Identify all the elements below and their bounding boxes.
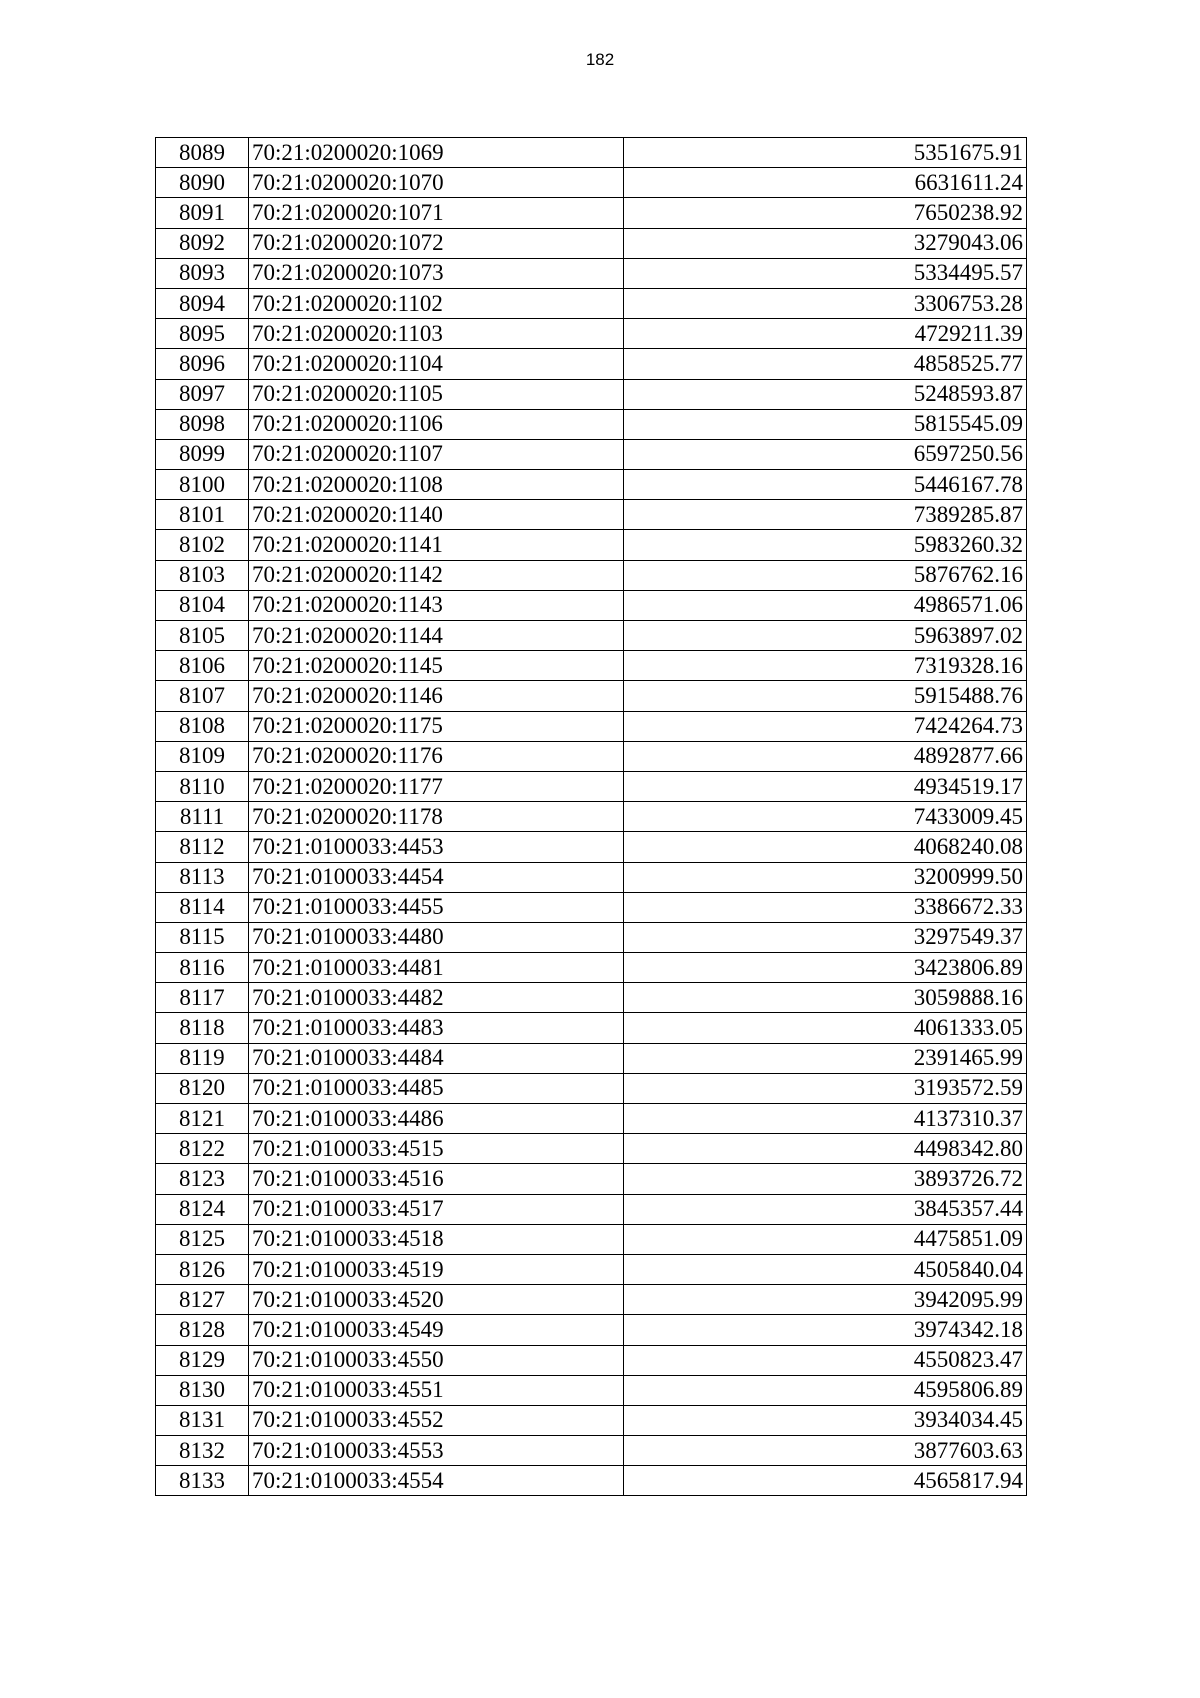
row-number-cell: 8106 xyxy=(156,651,249,681)
row-number-cell: 8112 xyxy=(156,832,249,862)
value-cell: 4068240.08 xyxy=(624,832,1027,862)
table-row xyxy=(156,711,1027,741)
cadastral-number-cell: 70:21:0100033:4554 xyxy=(249,1466,624,1496)
cadastral-number-cell: 70:21:0200020:1140 xyxy=(249,500,624,530)
row-number-cell: 8107 xyxy=(156,681,249,711)
value-cell: 5815545.09 xyxy=(624,409,1027,439)
row-number-cell: 8124 xyxy=(156,1194,249,1224)
table-row xyxy=(156,439,1027,469)
row-number-cell: 8113 xyxy=(156,862,249,892)
row-number-cell: 8130 xyxy=(156,1375,249,1405)
value-cell: 4061333.05 xyxy=(624,1013,1027,1043)
value-cell: 5876762.16 xyxy=(624,560,1027,590)
cadastral-number-cell: 70:21:0100033:4517 xyxy=(249,1194,624,1224)
table-row xyxy=(156,1073,1027,1103)
row-number-cell: 8125 xyxy=(156,1224,249,1254)
table-row xyxy=(156,1466,1027,1496)
table-row xyxy=(156,1345,1027,1375)
cadastral-number-cell: 70:21:0200020:1069 xyxy=(249,138,624,168)
cadastral-number-cell: 70:21:0100033:4553 xyxy=(249,1436,624,1466)
row-number-cell: 8114 xyxy=(156,892,249,922)
value-cell: 3934034.45 xyxy=(624,1405,1027,1435)
value-cell: 4595806.89 xyxy=(624,1375,1027,1405)
value-cell: 4934519.17 xyxy=(624,771,1027,801)
row-number-cell: 8123 xyxy=(156,1164,249,1194)
cadastral-number-cell: 70:21:0100033:4549 xyxy=(249,1315,624,1345)
value-cell: 7389285.87 xyxy=(624,500,1027,530)
table-row xyxy=(156,560,1027,590)
table-row xyxy=(156,319,1027,349)
cadastral-number-cell: 70:21:0100033:4481 xyxy=(249,953,624,983)
table-row xyxy=(156,258,1027,288)
value-cell: 5248593.87 xyxy=(624,379,1027,409)
row-number-cell: 8092 xyxy=(156,228,249,258)
value-cell: 3942095.99 xyxy=(624,1285,1027,1315)
row-number-cell: 8119 xyxy=(156,1043,249,1073)
row-number-cell: 8115 xyxy=(156,922,249,952)
table-row xyxy=(156,892,1027,922)
row-number-cell: 8090 xyxy=(156,168,249,198)
table-row xyxy=(156,802,1027,832)
value-cell: 5915488.76 xyxy=(624,681,1027,711)
cadastral-number-cell: 70:21:0200020:1145 xyxy=(249,651,624,681)
cadastral-number-cell: 70:21:0100033:4484 xyxy=(249,1043,624,1073)
cadastral-number-cell: 70:21:0100033:4483 xyxy=(249,1013,624,1043)
row-number-cell: 8110 xyxy=(156,771,249,801)
row-number-cell: 8117 xyxy=(156,983,249,1013)
value-cell: 5446167.78 xyxy=(624,470,1027,500)
row-number-cell: 8091 xyxy=(156,198,249,228)
value-cell: 4986571.06 xyxy=(624,590,1027,620)
cadastral-number-cell: 70:21:0200020:1104 xyxy=(249,349,624,379)
table-row xyxy=(156,983,1027,1013)
table-row xyxy=(156,349,1027,379)
cadastral-number-cell: 70:21:0100033:4551 xyxy=(249,1375,624,1405)
value-cell: 5334495.57 xyxy=(624,258,1027,288)
value-cell: 3279043.06 xyxy=(624,228,1027,258)
table-row xyxy=(156,651,1027,681)
value-cell: 6631611.24 xyxy=(624,168,1027,198)
value-cell: 5983260.32 xyxy=(624,530,1027,560)
value-cell: 4565817.94 xyxy=(624,1466,1027,1496)
table-row xyxy=(156,530,1027,560)
row-number-cell: 8108 xyxy=(156,711,249,741)
table-row xyxy=(156,681,1027,711)
cadastral-number-cell: 70:21:0100033:4519 xyxy=(249,1254,624,1284)
value-cell: 4137310.37 xyxy=(624,1104,1027,1134)
table-row xyxy=(156,1254,1027,1284)
cadastral-number-cell: 70:21:0100033:4486 xyxy=(249,1104,624,1134)
table-row xyxy=(156,621,1027,651)
table-row xyxy=(156,1224,1027,1254)
cadastral-number-cell: 70:21:0200020:1073 xyxy=(249,258,624,288)
table-row xyxy=(156,1134,1027,1164)
row-number-cell: 8096 xyxy=(156,349,249,379)
row-number-cell: 8102 xyxy=(156,530,249,560)
value-cell: 2391465.99 xyxy=(624,1043,1027,1073)
row-number-cell: 8094 xyxy=(156,288,249,318)
row-number-cell: 8098 xyxy=(156,409,249,439)
value-cell: 7424264.73 xyxy=(624,711,1027,741)
cadastral-number-cell: 70:21:0200020:1106 xyxy=(249,409,624,439)
value-cell: 6597250.56 xyxy=(624,439,1027,469)
table-row xyxy=(156,771,1027,801)
value-cell: 4550823.47 xyxy=(624,1345,1027,1375)
row-number-cell: 8127 xyxy=(156,1285,249,1315)
row-number-cell: 8131 xyxy=(156,1405,249,1435)
row-number-cell: 8126 xyxy=(156,1254,249,1284)
value-cell: 3386672.33 xyxy=(624,892,1027,922)
table-row xyxy=(156,409,1027,439)
cadastral-number-cell: 70:21:0100033:4515 xyxy=(249,1134,624,1164)
row-number-cell: 8121 xyxy=(156,1104,249,1134)
value-cell: 3200999.50 xyxy=(624,862,1027,892)
cadastral-number-cell: 70:21:0200020:1175 xyxy=(249,711,624,741)
value-cell: 4729211.39 xyxy=(624,319,1027,349)
cadastral-number-cell: 70:21:0200020:1107 xyxy=(249,439,624,469)
value-cell: 4505840.04 xyxy=(624,1254,1027,1284)
cadastral-number-cell: 70:21:0200020:1141 xyxy=(249,530,624,560)
value-cell: 4858525.77 xyxy=(624,349,1027,379)
cadastral-number-cell: 70:21:0100033:4520 xyxy=(249,1285,624,1315)
cadastral-number-cell: 70:21:0200020:1102 xyxy=(249,288,624,318)
table-row xyxy=(156,470,1027,500)
row-number-cell: 8118 xyxy=(156,1013,249,1043)
value-cell: 3059888.16 xyxy=(624,983,1027,1013)
row-number-cell: 8122 xyxy=(156,1134,249,1164)
value-cell: 3423806.89 xyxy=(624,953,1027,983)
cadastral-number-cell: 70:21:0200020:1177 xyxy=(249,771,624,801)
row-number-cell: 8099 xyxy=(156,439,249,469)
table-row xyxy=(156,198,1027,228)
value-cell: 4475851.09 xyxy=(624,1224,1027,1254)
page-number: 182 xyxy=(585,50,615,69)
row-number-cell: 8100 xyxy=(156,470,249,500)
table-row xyxy=(156,832,1027,862)
cadastral-number-cell: 70:21:0200020:1143 xyxy=(249,590,624,620)
cadastral-number-cell: 70:21:0100033:4454 xyxy=(249,862,624,892)
row-number-cell: 8120 xyxy=(156,1073,249,1103)
row-number-cell: 8129 xyxy=(156,1345,249,1375)
table-row xyxy=(156,1164,1027,1194)
cadastral-number-cell: 70:21:0200020:1070 xyxy=(249,168,624,198)
row-number-cell: 8105 xyxy=(156,621,249,651)
row-number-cell: 8133 xyxy=(156,1466,249,1496)
row-number-cell: 8132 xyxy=(156,1436,249,1466)
cadastral-number-cell: 70:21:0100033:4480 xyxy=(249,922,624,952)
row-number-cell: 8104 xyxy=(156,590,249,620)
table-row xyxy=(156,922,1027,952)
table-row xyxy=(156,1375,1027,1405)
cadastral-number-cell: 70:21:0100033:4518 xyxy=(249,1224,624,1254)
cadastral-number-cell: 70:21:0200020:1144 xyxy=(249,621,624,651)
cadastral-number-cell: 70:21:0200020:1108 xyxy=(249,470,624,500)
value-cell: 4498342.80 xyxy=(624,1134,1027,1164)
table-row xyxy=(156,1104,1027,1134)
value-cell: 5963897.02 xyxy=(624,621,1027,651)
cadastral-number-cell: 70:21:0200020:1103 xyxy=(249,319,624,349)
value-cell: 7650238.92 xyxy=(624,198,1027,228)
row-number-cell: 8111 xyxy=(156,802,249,832)
table-row xyxy=(156,590,1027,620)
table-row xyxy=(156,138,1027,168)
table-row xyxy=(156,1405,1027,1435)
value-cell: 4892877.66 xyxy=(624,741,1027,771)
table-row xyxy=(156,228,1027,258)
table-row xyxy=(156,1194,1027,1224)
value-cell: 7319328.16 xyxy=(624,651,1027,681)
value-cell: 7433009.45 xyxy=(624,802,1027,832)
registry-table xyxy=(155,137,1027,1496)
value-cell: 3893726.72 xyxy=(624,1164,1027,1194)
cadastral-number-cell: 70:21:0100033:4485 xyxy=(249,1073,624,1103)
row-number-cell: 8095 xyxy=(156,319,249,349)
value-cell: 3877603.63 xyxy=(624,1436,1027,1466)
table-row xyxy=(156,288,1027,318)
cadastral-number-cell: 70:21:0200020:1105 xyxy=(249,379,624,409)
cadastral-number-cell: 70:21:0100033:4552 xyxy=(249,1405,624,1435)
table-row xyxy=(156,741,1027,771)
table-row xyxy=(156,1013,1027,1043)
value-cell: 3193572.59 xyxy=(624,1073,1027,1103)
value-cell: 3845357.44 xyxy=(624,1194,1027,1224)
cadastral-number-cell: 70:21:0100033:4516 xyxy=(249,1164,624,1194)
table-row xyxy=(156,379,1027,409)
value-cell: 3297549.37 xyxy=(624,922,1027,952)
row-number-cell: 8097 xyxy=(156,379,249,409)
cadastral-number-cell: 70:21:0200020:1072 xyxy=(249,228,624,258)
row-number-cell: 8089 xyxy=(156,138,249,168)
table-row xyxy=(156,1285,1027,1315)
value-cell: 3306753.28 xyxy=(624,288,1027,318)
cadastral-number-cell: 70:21:0200020:1176 xyxy=(249,741,624,771)
row-number-cell: 8109 xyxy=(156,741,249,771)
table-row xyxy=(156,500,1027,530)
cadastral-number-cell: 70:21:0100033:4455 xyxy=(249,892,624,922)
cadastral-number-cell: 70:21:0200020:1142 xyxy=(249,560,624,590)
cadastral-number-cell: 70:21:0100033:4482 xyxy=(249,983,624,1013)
cadastral-number-cell: 70:21:0200020:1071 xyxy=(249,198,624,228)
table-row xyxy=(156,1315,1027,1345)
registry-table-body xyxy=(156,138,1027,1496)
cadastral-number-cell: 70:21:0100033:4550 xyxy=(249,1345,624,1375)
cadastral-number-cell: 70:21:0200020:1146 xyxy=(249,681,624,711)
value-cell: 3974342.18 xyxy=(624,1315,1027,1345)
table-row xyxy=(156,168,1027,198)
row-number-cell: 8128 xyxy=(156,1315,249,1345)
table-row xyxy=(156,1436,1027,1466)
cadastral-number-cell: 70:21:0100033:4453 xyxy=(249,832,624,862)
value-cell: 5351675.91 xyxy=(624,138,1027,168)
row-number-cell: 8093 xyxy=(156,258,249,288)
row-number-cell: 8103 xyxy=(156,560,249,590)
table-row xyxy=(156,953,1027,983)
row-number-cell: 8101 xyxy=(156,500,249,530)
cadastral-number-cell: 70:21:0200020:1178 xyxy=(249,802,624,832)
row-number-cell: 8116 xyxy=(156,953,249,983)
table-row xyxy=(156,1043,1027,1073)
table-row xyxy=(156,862,1027,892)
